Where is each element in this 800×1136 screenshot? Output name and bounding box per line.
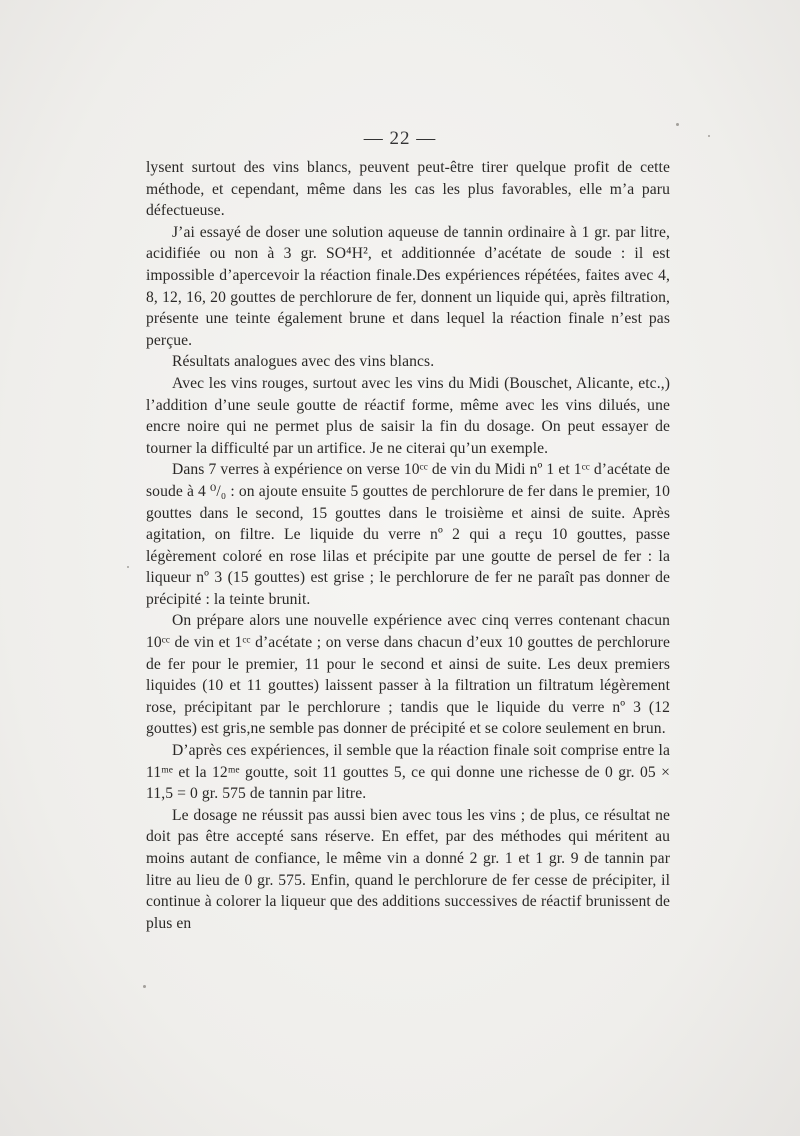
paragraph-6: On prépare alors une nouvelle expérience avec cinq verres contenant chacun 10ᶜᶜ de vin et 1ᶜᶜ d’acétate ; on verse dans chacun d’eux 10 gouttes de perchlorure de fer pour le premier, 11 pour le second et ainsi de suite. Les deux premiers liquides (10 et 11 gouttes) laissent passer à la filtration un filtratum légèrement rose, précipitant par le perchlorure ; tandis que le liquide du verre nº 3 (12 gouttes) est gris,ne semble pas donner de précipité et se colore seulement en brun. bbox=[146, 612, 670, 738]
paper-speck bbox=[143, 985, 146, 988]
paragraph-4: Avec les vins rouges, surtout avec les vins du Midi (Bouschet, Alicante, etc.,) l’addition d’une seule goutte de réactif forme, même avec les vins dilués, une encre noire qui ne permet plus de saisir la fin du dosage. On peut essayer de tourner la difficulté par un artifice. Je ne citerai qu’un exemple. bbox=[146, 374, 670, 457]
paragraph-3: Résultats analogues avec des vins blancs. bbox=[172, 353, 435, 371]
paper-speck bbox=[708, 135, 710, 137]
paper-speck bbox=[127, 566, 129, 568]
paper-speck bbox=[676, 123, 679, 126]
body-text bbox=[146, 157, 670, 934]
paragraph-5: Dans 7 verres à expérience on verse 10ᶜᶜ de vin du Midi nº 1 et 1ᶜᶜ d’acétate de soude à 4 ⁰/₀ : on ajoute ensuite 5 gouttes de perchlorure de fer dans le premier, 10 gouttes dans le second, 15 gouttes dans le troisième et ainsi de suite. Après agitation, on filtre. Le liquide du verre nº 2 qui a reçu 10 gouttes, passe légèrement coloré en rose lilas et précipite par une goutte de persel de fer : la liqueur nº 3 (15 gouttes) est grise ; le perchlorure de fer ne paraît pas donner de précipité : la teinte brunit. bbox=[146, 461, 670, 608]
paragraph-8: Le dosage ne réussit pas aussi bien avec tous les vins ; de plus, ce résultat ne doit pas être accepté sans réserve. En effet, par des méthodes qui méritent au moins autant de confiance, le même vin a donné 2 gr. 1 et 1 gr. 9 de tannin par litre au lieu de 0 gr. 575. Enfin, quand le perchlorure de fer cesse de précipiter, il continue à colorer la liqueur que des additions successives de réactif brunissent de plus en bbox=[146, 806, 670, 932]
paragraph-7: D’après ces expériences, il semble que la réaction finale soit comprise entre la 11ᵐᵉ et la 12ᵐᵉ goutte, soit 11 gouttes 5, ce qui donne une richesse de 0 gr. 05 × 11,5 = 0 gr. 575 de tannin par litre. bbox=[146, 742, 670, 803]
paragraph-2: J’ai essayé de doser une solution aqueuse de tannin ordinaire à 1 gr. par litre, acidifiée ou non à 3 gr. SO⁴H², et additionnée d’acétate de soude : il est impossible d’apercevoir la réaction finale.Des expériences répétées, faites avec 4, 8, 12, 16, 20 gouttes de perchlorure de fer, donnent un liquide qui, après filtration, présente une teinte également brune et dans lequel la réaction finale n’est pas perçue. bbox=[146, 223, 670, 349]
page-number: — 22 — bbox=[363, 128, 437, 149]
paragraph-1: lysent surtout des vins blancs, peuvent peut-être tirer quelque profit de cette méthode, et cependant, même dans les cas les plus favorables, elle m’a paru défectueuse. bbox=[146, 159, 670, 220]
